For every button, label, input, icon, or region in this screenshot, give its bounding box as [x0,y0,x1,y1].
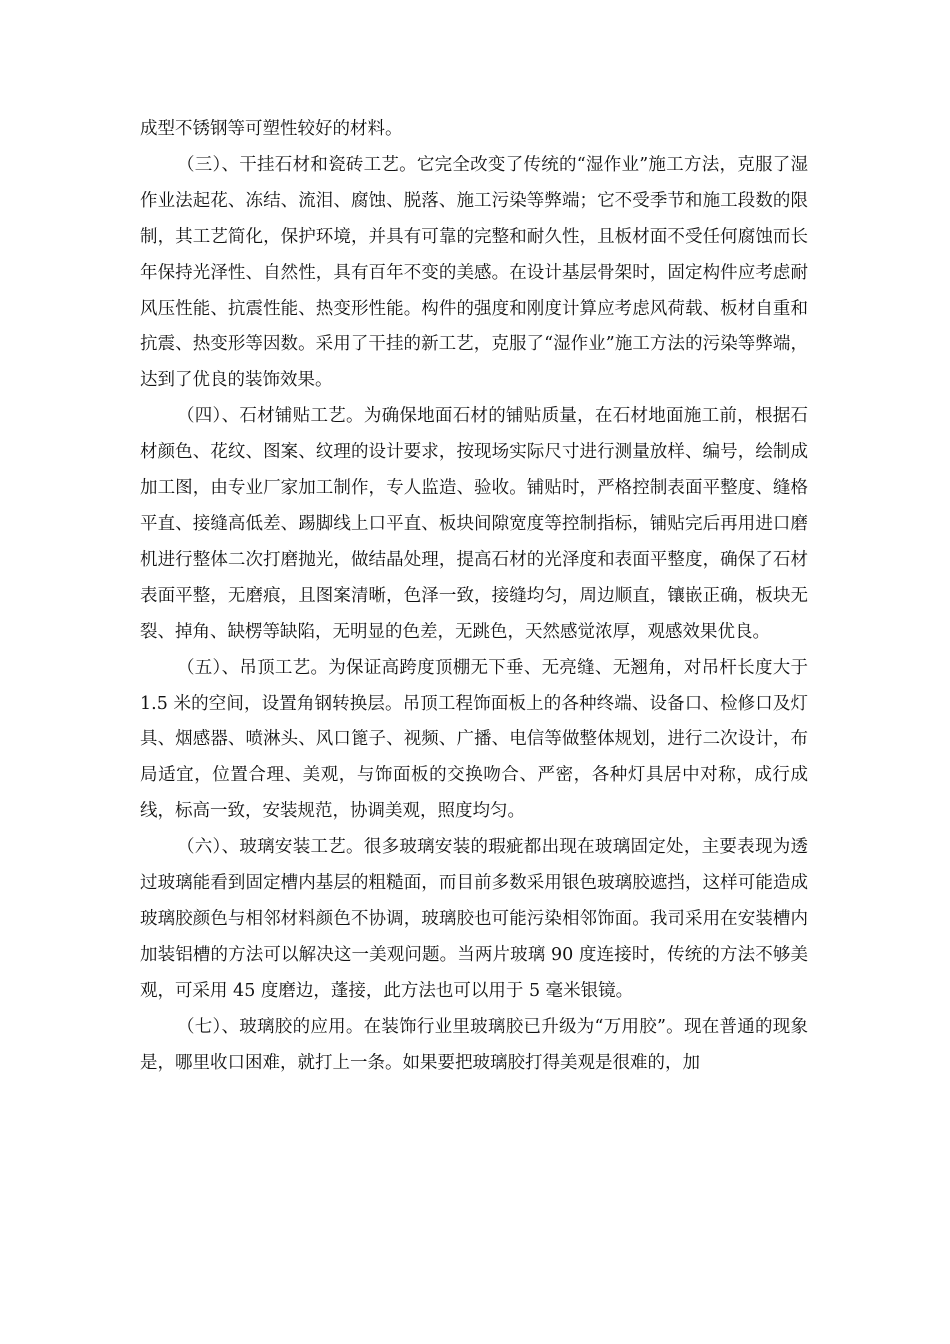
paragraph-continuation: 成型不锈钢等可塑性较好的材料。 [140,119,403,139]
paragraph-glass-installation: （六）、玻璃安装工艺。很多玻璃安装的瑕疵都出现在玻璃固定处，主要表现为透过玻璃能看到固定槽内基层的粗糙面，而目前多数采用银色玻璃胶遮挡，这样可能造成玻璃胶颜色与相邻材料颜色不协调，玻璃胶也可能污染相邻饰面。我司采用在安装槽内加装铝槽的方法可以解决这一美观问题。当两片玻璃 90 度连接时，传统的方法不够美观，可采用 45 度磨边，蓬接，此方法也可以用于 5 毫米银镜。 [140,837,808,1001]
paragraph-stone-paving: （四）、石材铺贴工艺。为确保地面石材的铺贴质量，在石材地面施工前，根据石材颜色、花纹、图案、纹理的设计要求，按现场实际尺寸进行测量放样、编号，绘制成加工图，由专业厂家加工制作，专人监造、验收。铺贴时，严格控制表面平整度、缝格平直、接缝高低差、踢脚线上口平直、板块间隙宽度等控制指标，铺贴完后再用进口磨机进行整体二次打磨抛光，做结晶处理，提高石材的光泽度和表面平整度，确保了石材表面平整，无磨痕，且图案清晰，色泽一致，接缝均匀，周边顺直，镶嵌正确，板块无裂、掉角、缺楞等缺陷，无明显的色差，无跳色，天然感觉浓厚，观感效果优良。 [140,406,808,642]
paragraph-glass-glue: （七）、玻璃胶的应用。在装饰行业里玻璃胶已升级为“万用胶”。现在普通的现象是，哪里收口困难，就打上一条。如果要把玻璃胶打得美观是很难的，加 [140,1016,808,1073]
document-body [140,112,808,1081]
paragraph-dry-hanging-stone: （三）、干挂石材和瓷砖工艺。它完全改变了传统的“湿作业”施工方法，克服了湿作业法起花、冻结、流泪、腐蚀、脱落、施工污染等弊端；它不受季节和施工段数的限制，其工艺简化，保护环境，并具有可靠的完整和耐久性，且板材面不受任何腐蚀而长年保持光泽性、自然性，具有百年不变的美感。在设计基层骨架时，固定构件应考虑耐风压性能、抗震性能、热变形性能。构件的强度和刚度计算应考虑风荷载、板材自重和抗震、热变形等因数。采用了干挂的新工艺，克服了“湿作业”施工方法的污染等弊端，达到了优良的装饰效果。 [140,154,808,391]
paragraph-ceiling: （五）、吊顶工艺。为保证高跨度顶棚无下垂、无亮缝、无翘角，对吊杆长度大于 1.5 米的空间，设置角钢转换层。吊顶工程饰面板上的各种终端、设备口、检修口及灯具、烟感器、喷淋头、风口篦子、视频、广播、电信等做整体规划，进行二次设计，布局适宜，位置合理、美观，与饰面板的交换吻合、严密，各种灯具居中对称，成行成线，标高一致，安装规范，协调美观，照度均匀。 [140,657,808,822]
